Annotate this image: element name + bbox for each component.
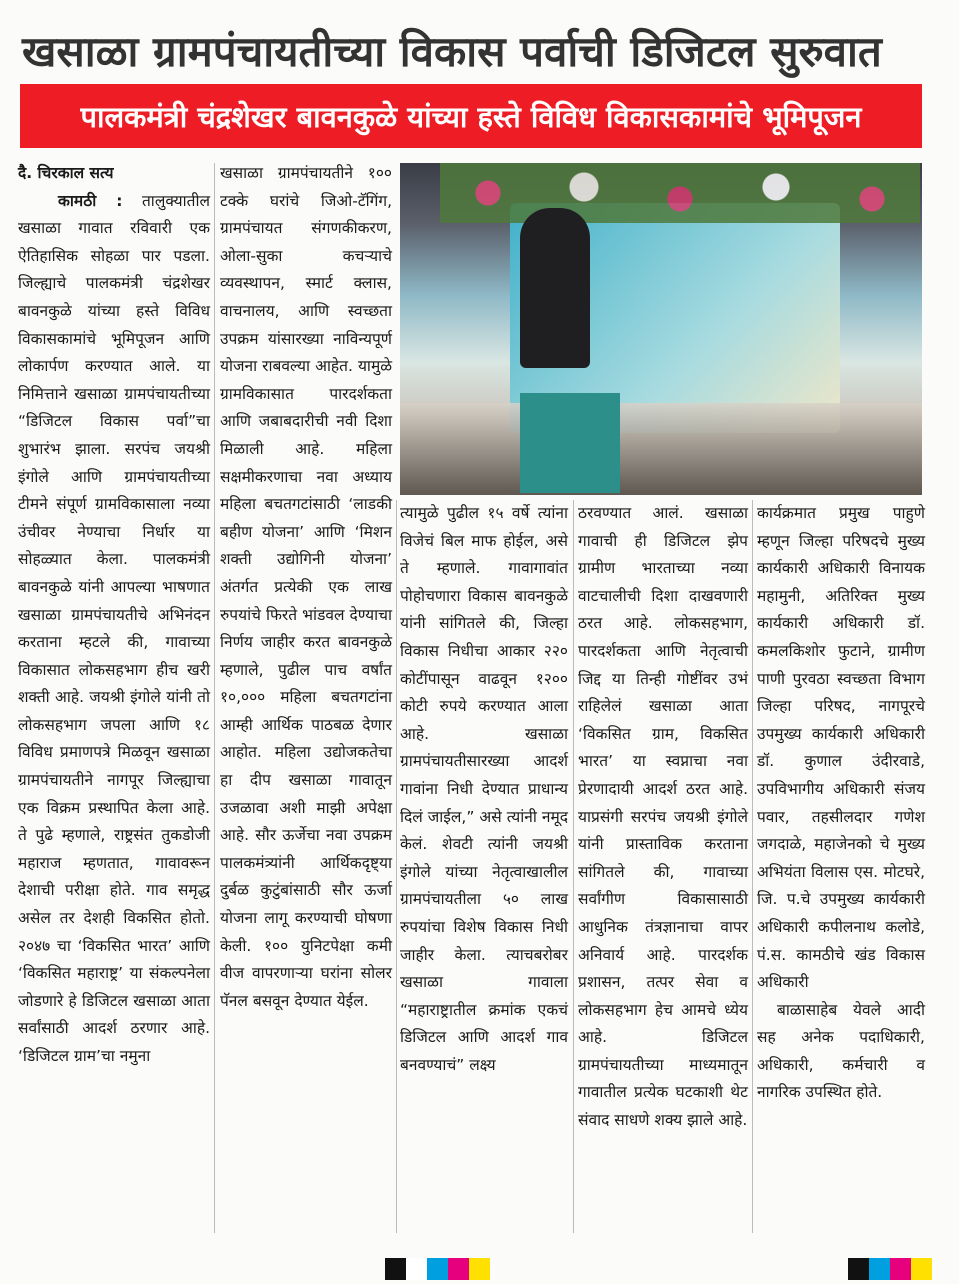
podium (520, 393, 620, 493)
subheadline: पालकमंत्री चंद्रशेखर बावनकुळे यांच्या हस्ते विविध विकासकामांचे भूमिपूजन (80, 99, 862, 134)
column-divider (396, 500, 397, 1233)
dignitaries-row (400, 403, 922, 495)
subheadline-banner (20, 84, 922, 148)
headline: खसाळा ग्रामपंचायतीच्या विकास पर्वाची डिजिटल सुरुवात (22, 27, 882, 76)
event-photo (400, 163, 922, 495)
speaker-figure (520, 208, 590, 368)
column-text: त्यामुळे पुढील १५ वर्षे त्यांना विजेचं बिल माफ होईल, असे ते म्हणाले. गावागावांत पोहोचणारा विकास बावनकुळे यांनी सांगितले की, जिल्हा विकास निधीचा आकार २२० कोटींपासून वाढवून १२०० कोटी रुपये करण्यात आला आहे. खसाळा ग्रामपंचायतीसारख्या आदर्श गावांना निधी देण्यात प्राधान्य दिलं जाईल,” असे त्यांनी नमूद केलं. शेवटी त्यांनी जयश्री इंगोले यांच्या नेतृत्वाखालील ग्रामपंचायतीला ५० लाख रुपयांचा विशेष विकास निधी जाहीर केला. त्याचबरोबर खसाळा गावाला “महाराष्ट्रातील क्रमांक एकचं डिजिटल आणि आदर्श गाव बनवण्याचं” लक्ष्य (400, 504, 568, 1074)
article-column-3 (400, 500, 568, 1079)
registration-marks (848, 1258, 932, 1280)
column-text: तालुक्यातील खसाळा गावात रविवारी एक ऐतिहासिक सोहळा पार पडला. जिल्ह्याचे पालकमंत्री चंद्रशेखर बावनकुळे यांच्या हस्ते विविध विकासकामांचे भूमिपूजन आणि लोकार्पण करण्यात आले. या निमित्ताने खसाळा ग्रामपंचायतीच्या “डिजिटल विकास पर्वा”चा शुभारंभ झाला. सरपंच जयश्री इंगोले आणि ग्रामपंचायतीच्या टीमने संपूर्ण ग्रामविकासाला नव्या उंचीवर नेण्याचा निर्धार या सोहळ्यात केला. पालकमंत्री बावनकुळे यांनी आपल्या भाषणात खसाळा ग्रामपंचायतीचे अभिनंदन करताना म्हटले की, गावाच्या विकासात लोकसहभाग हीच खरी शक्ती आहे. जयश्री इंगोले यांनी तो लोकसहभाग जपला आणि १८ विविध प्रमाणपत्रे मिळवून खसाळा ग्रामपंचायतीने नागपूर जिल्ह्याचा एक विक्रम प्रस्थापित केला आहे. ते पुढे म्हणाले, राष्ट्रसंत तुकडोजी महाराज म्हणतात, गावावरून देशाची परीक्षा होते. गाव समृद्ध असेल तर देशही विकसित होतो. २०४७ चा ‘विकसित भारत’ आणि ‘विकसित महाराष्ट्र’ या संकल्पनेला जोडणारे हे डिजिटल खसाळा आता सर्वांसाठी आदर्श ठरणार आहे. ‘डिजिटल ग्राम’चा नमुना (18, 191, 210, 1065)
registration-marks (385, 1258, 490, 1280)
column-divider (214, 163, 215, 1233)
article-column-4 (578, 500, 748, 1135)
article-column-5 (757, 500, 925, 1107)
column-divider (752, 500, 753, 1233)
dateline: कामठी : (58, 191, 123, 210)
article-column-1 (18, 160, 210, 1071)
byline: दै. चिरकाल सत्य (18, 164, 114, 182)
flower-decoration (440, 163, 920, 223)
column-text: बाळासाहेब येवले आदी सह अनेक पदाधिकारी, अधिकारी, कर्मचारी व नागरिक उपस्थित होते. (757, 1000, 925, 1102)
article-column-2 (220, 160, 392, 1015)
column-text: कार्यक्रमात प्रमुख पाहुणे म्हणून जिल्हा परिषदचे मुख्य कार्यकारी अधिकारी विनायक महामुनी, अतिरिक्त मुख्य कार्यकारी अधिकारी डॉ. कमलकिशोर फुटाने, ग्रामीण पाणी पुरवठा स्वच्छता विभाग जिल्हा परिषद, नागपूरचे उपमुख्य कार्यकारी अधिकारी डॉ. कुणाल उंदीरवाडे, उपविभागीय अधिकारी संजय पवार, तहसीलदार गणेश जगदाळे, महाजेनको चे मुख्य अभियंता विलास एस. मोटघरे, जि. प.चे उपमुख्य कार्यकारी अधिकारी कपीलनाथ कलोडे, पं.स. कामठीचे खंड विकास अधिकारी (757, 504, 925, 992)
column-text: ठरवण्यात आलं. खसाळा गावाची ही डिजिटल झेप ग्रामीण भारताच्या नव्या वाटचालीची दिशा दाखवणारी ठरत आहे. लोकसहभाग, पारदर्शकता आणि नेतृत्वाची जिद्द या तिन्ही गोष्टींवर उभं राहिलेलं खसाळा आता ‘विकसित ग्राम, विकसित भारत’ या स्वप्नाचा नवा प्रेरणादायी आदर्श ठरत आहे. याप्रसंगी सरपंच जयश्री इंगोले यांनी प्रास्ताविक करताना सांगितले की, गावाच्या सर्वांगीण विकासासाठी आधुनिक तंत्रज्ञानाचा वापर अनिवार्य आहे. पारदर्शक प्रशासन, तत्पर सेवा व लोकसहभाग हेच आमचे ध्येय आहे. डिजिटल ग्रामपंचायतीच्या माध्यमातून गावातील प्रत्येक घटकाशी थेट संवाद साधणे शक्य झाले आहे. (578, 504, 748, 1130)
column-divider (573, 500, 574, 1233)
column-text: खसाळा ग्रामपंचायतीने १०० टक्के घरांचे जिओ-टॅगिंग, ग्रामपंचायत संगणकीकरण, ओला-सुका कचऱ्याचे व्यवस्थापन, स्मार्ट क्लास, वाचनालय, आणि स्वच्छता उपक्रम यांसारख्या नाविन्यपूर्ण योजना राबवल्या आहेत. यामुळे ग्रामविकासात पारदर्शकता आणि जबाबदारीची नवी दिशा मिळाली आहे. महिला सक्षमीकरणाचा नवा अध्याय महिला बचतगटांसाठी ‘लाडकी बहीण योजना’ आणि ‘मिशन शक्ती उद्योगिनी योजना’ अंतर्गत प्रत्येकी एक लाख रुपयांचे फिरते भांडवल देण्याचा निर्णय जाहीर करत बावनकुळे म्हणाले, पुढील पाच वर्षांत १०,००० महिला बचतगटांना आम्ही आर्थिक पाठबळ देणार आहोत. महिला उद्योजकतेचा हा दीप खसाळा गावातून उजळावा अशी माझी अपेक्षा आहे. सौर ऊर्जेचा नवा उपक्रम पालकमंत्र्यांनी आर्थिकदृष्ट्या दुर्बळ कुटुंबांसाठी सौर ऊर्जा योजना लागू करण्याची घोषणा केली. १०० युनिटपेक्षा कमी वीज वापरणाऱ्या घरांना सोलर पॅनल बसवून देण्यात येईल. (220, 164, 392, 1010)
